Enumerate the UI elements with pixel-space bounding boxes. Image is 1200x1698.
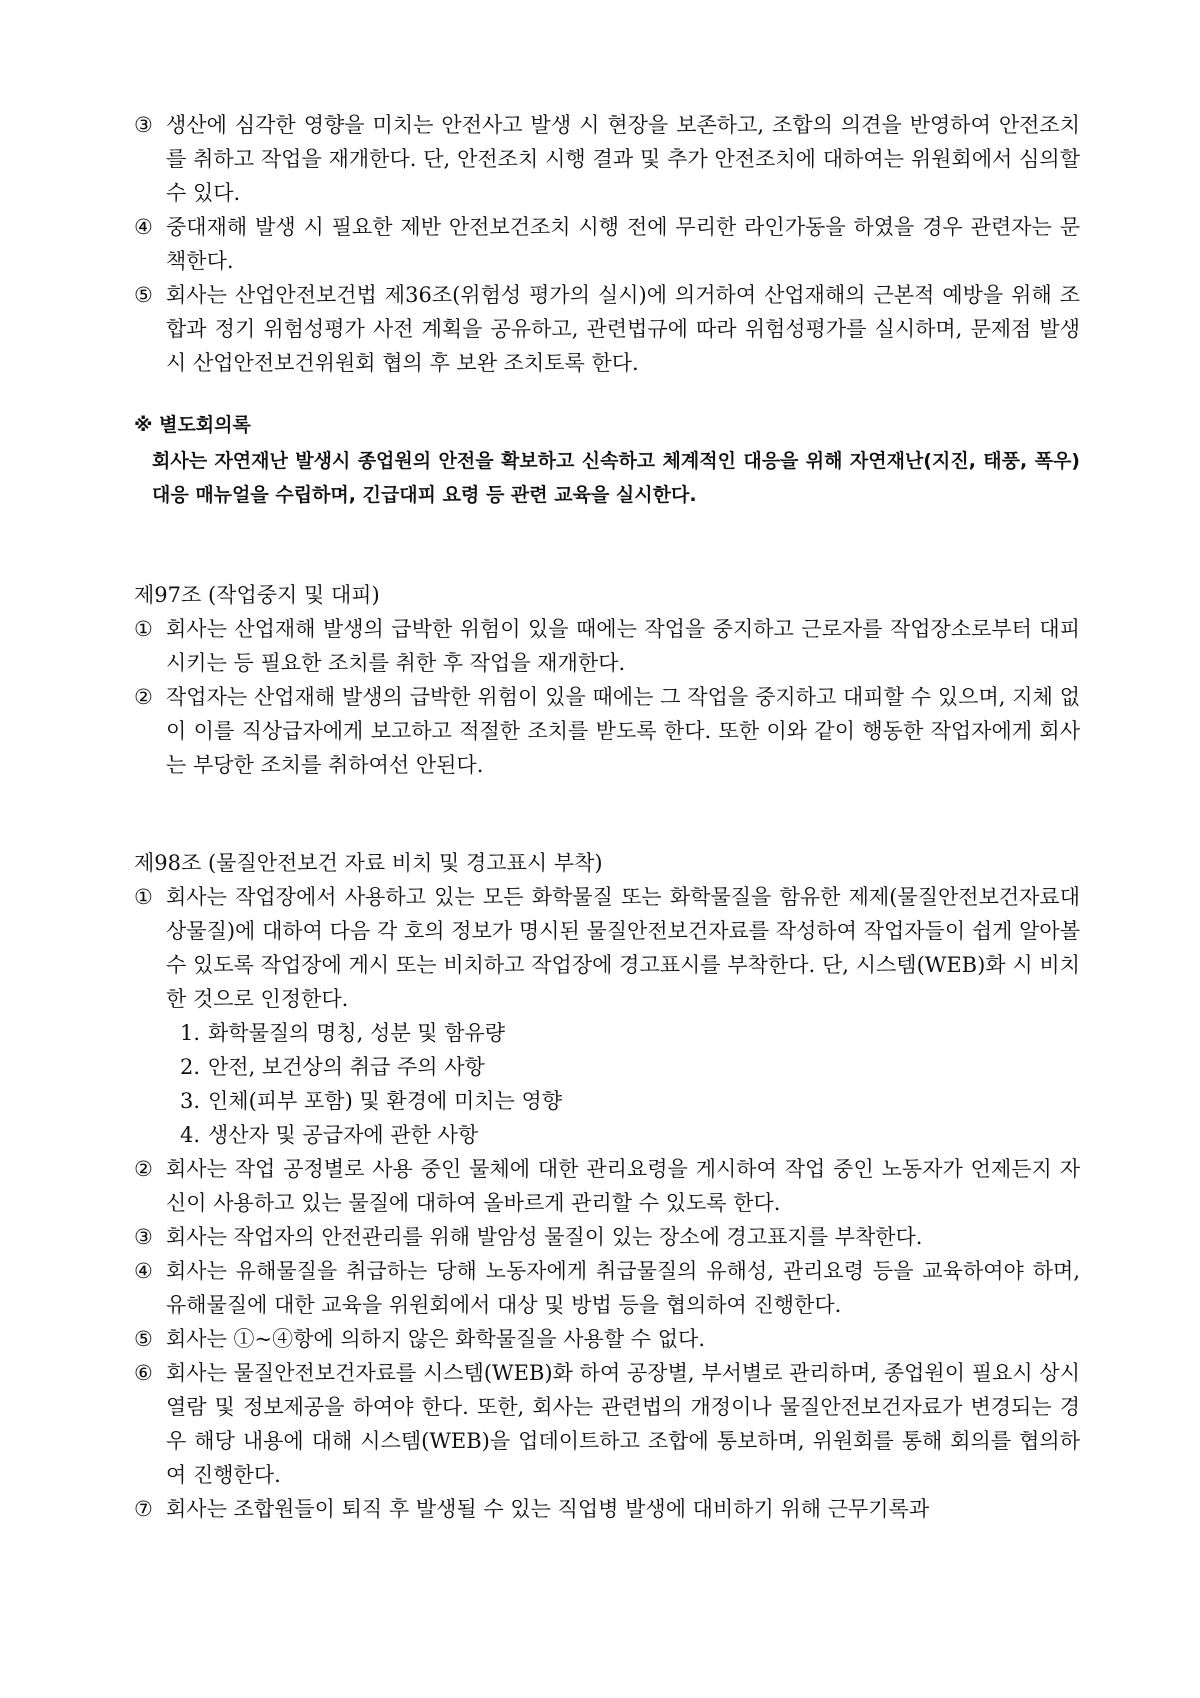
spacer xyxy=(134,512,1080,578)
sub-item-text: 안전, 보건상의 취급 주의 사항 xyxy=(208,1055,485,1079)
item-number: ⑥ xyxy=(134,1361,153,1385)
article-title: 제97조 (작업중지 및 대피) xyxy=(134,583,380,607)
sub-list-item xyxy=(134,1016,1080,1050)
list-item xyxy=(134,1152,1080,1220)
separate-minutes-note xyxy=(134,410,1080,512)
section-continued-items xyxy=(134,108,1080,380)
list-item xyxy=(134,680,1080,782)
sub-item-text: 인체(피부 포함) 및 환경에 미치는 영향 xyxy=(208,1089,563,1113)
article-98 xyxy=(134,846,1080,1526)
item-text: 회사는 산업재해 발생의 급박한 위험이 있을 때에는 작업을 중지하고 근로자를 작업장소로부터 대피시키는 등 필요한 조치를 취한 후 작업을 재개한다. xyxy=(166,617,1080,675)
item-text: 회사는 유해물질을 취급하는 당해 노동자에게 취급물질의 유해성, 관리요령 등을 교육하여야 하며, 유해물질에 대한 교육을 위원회에서 대상 및 방법 등을 협의하여 진행한다. xyxy=(166,1259,1080,1317)
list-item xyxy=(134,108,1080,210)
sub-item-text: 생산자 및 공급자에 관한 사항 xyxy=(208,1123,479,1147)
item-number: ⑤ xyxy=(134,283,153,307)
sub-list-item xyxy=(134,1084,1080,1118)
list-item xyxy=(134,1322,1080,1356)
item-text: 작업자는 산업재해 발생의 급박한 위험이 있을 때에는 그 작업을 중지하고 대피할 수 있으며, 지체 없이 이를 직상급자에게 보고하고 적절한 조치를 받도록 한다. 또한 이와 같이 행동한 작업자에게 회사는 부당한 조치를 취하여선 안된다. xyxy=(166,685,1080,777)
list-item xyxy=(134,1356,1080,1492)
list-item xyxy=(134,278,1080,380)
item-number: ④ xyxy=(134,1259,153,1283)
item-text: 회사는 조합원들이 퇴직 후 발생될 수 있는 직업병 발생에 대비하기 위해 근무기록과 xyxy=(166,1497,930,1521)
sub-item-number: 2. xyxy=(180,1055,201,1079)
item-text: 회사는 작업자의 안전관리를 위해 발암성 물질이 있는 장소에 경고표지를 부착한다. xyxy=(166,1225,923,1249)
item-text: 회사는 작업장에서 사용하고 있는 모든 화학물질 또는 화학물질을 함유한 제제(물질안전보건자료대상물질)에 대하여 다음 각 호의 정보가 명시된 물질안전보건자료를 작성하여 작업자들이 쉽게 알아볼 수 있도록 작업장에 게시 또는 비치하고 작업장에 경고표시를 부착한다. 단, 시스템(WEB)화 시 비치한 것으로 인정한다. xyxy=(166,885,1080,1011)
note-title: ※ 별도회의록 xyxy=(134,414,251,436)
item-text: 생산에 심각한 영향을 미치는 안전사고 발생 시 현장을 보존하고, 조합의 의견을 반영하여 안전조치를 취하고 작업을 재개한다. 단, 안전조치 시행 결과 및 추가 안전조치에 대하여는 위원회에서 심의할 수 있다. xyxy=(166,113,1080,205)
sub-list-item xyxy=(134,1050,1080,1084)
item-text: 회사는 작업 공정별로 사용 중인 물체에 대한 관리요령을 게시하여 작업 중인 노동자가 언제든지 자신이 사용하고 있는 물질에 대하여 올바르게 관리할 수 있도록 한다. xyxy=(166,1157,1080,1215)
item-number: ② xyxy=(134,1157,153,1181)
item-number: ⑤ xyxy=(134,1327,153,1351)
article-97 xyxy=(134,578,1080,782)
item-number: ② xyxy=(134,685,153,709)
sub-item-number: 1. xyxy=(180,1021,201,1045)
sub-list-item xyxy=(134,1118,1080,1152)
item-number: ④ xyxy=(134,215,153,239)
item-number: ① xyxy=(134,617,153,641)
item-number: ③ xyxy=(134,113,153,137)
list-item xyxy=(134,1492,1080,1526)
list-item xyxy=(134,1254,1080,1322)
list-item xyxy=(134,1220,1080,1254)
sub-item-text: 화학물질의 명칭, 성분 및 함유량 xyxy=(208,1021,506,1045)
item-text: 회사는 ①~④항에 의하지 않은 화학물질을 사용할 수 없다. xyxy=(166,1327,706,1351)
item-text: 회사는 산업안전보건법 제36조(위험성 평가의 실시)에 의거하여 산업재해의 근본적 예방을 위해 조합과 정기 위험성평가 사전 계획을 공유하고, 관련법규에 따라 위험성평가를 실시하며, 문제점 발생 시 산업안전보건위원회 협의 후 보완 조치토록 한다. xyxy=(166,283,1080,375)
list-item xyxy=(134,612,1080,680)
spacer xyxy=(134,782,1080,846)
list-item xyxy=(134,210,1080,278)
note-body: 회사는 자연재난 발생시 종업원의 안전을 확보하고 신속하고 체계적인 대응을 위해 자연재난(지진, 태풍, 폭우) 대응 매뉴얼을 수립하며, 긴급대피 요령 등 관련 교육을 실시한다. xyxy=(152,450,1080,506)
item-text: 중대재해 발생 시 필요한 제반 안전보건조치 시행 전에 무리한 라인가동을 하였을 경우 관련자는 문책한다. xyxy=(166,215,1080,273)
item-text: 회사는 물질안전보건자료를 시스템(WEB)화 하여 공장별, 부서별로 관리하며, 종업원이 필요시 상시 열람 및 정보제공을 하여야 한다. 또한, 회사는 관련법의 개정이나 물질안전보건자료가 변경되는 경우 해당 내용에 대해 시스템(WEB)을 업데이트하고 조합에 통보하며, 위원회를 통해 회의를 협의하여 진행한다. xyxy=(166,1361,1080,1487)
article-title: 제98조 (물질안전보건 자료 비치 및 경고표시 부착) xyxy=(134,851,603,875)
sub-item-number: 3. xyxy=(180,1089,201,1113)
document-page xyxy=(134,108,1080,1526)
item-number: ① xyxy=(134,885,153,909)
sub-item-number: 4. xyxy=(180,1123,201,1147)
list-item xyxy=(134,880,1080,1016)
item-number: ③ xyxy=(134,1225,153,1249)
item-number: ⑦ xyxy=(134,1497,153,1521)
